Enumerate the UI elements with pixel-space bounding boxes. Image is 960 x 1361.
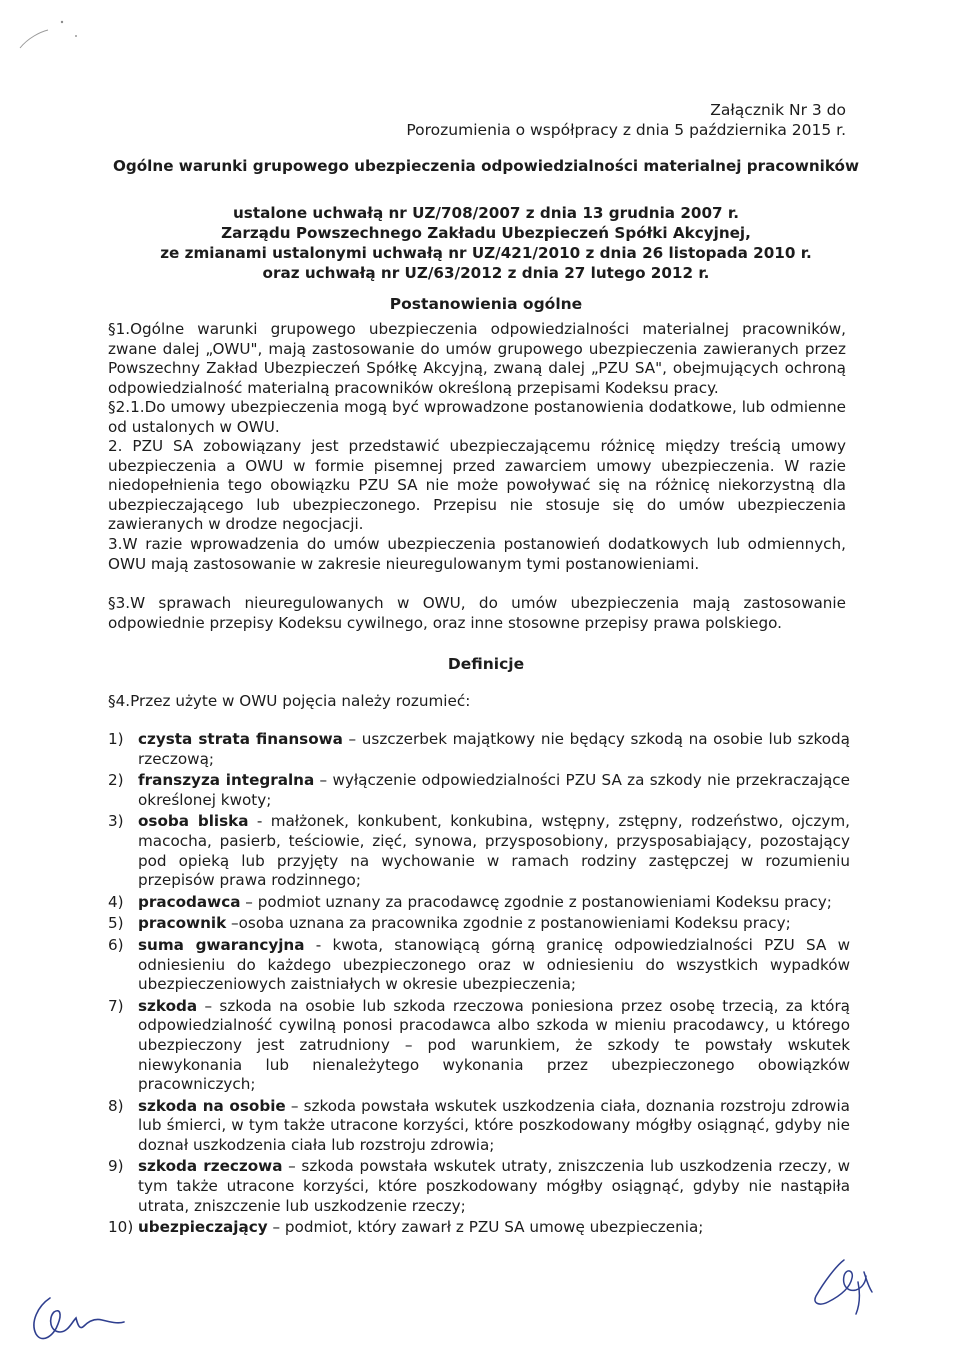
definition-item [108, 914, 850, 934]
paragraph-2-1: §2.1.Do umowy ubezpieczenia mogą być wprowadzone postanowienia dodatkowe, lub odmienne od ustalonych w OWU. [108, 398, 846, 436]
paragraph-2-3: 3.W razie wprowadzenia do umów ubezpieczenia postanowień dodatkowych lub odmiennych, OWU mają zastosowanie w zakresie nieuregulowanym tymi postanowieniami. [108, 535, 846, 573]
definition-term: pracodawca [138, 892, 241, 911]
definitions-intro: §4.Przez użyte w OWU pojęcia należy rozumieć: [108, 692, 471, 710]
definition-term: szkoda [138, 996, 198, 1015]
definition-item [108, 730, 850, 769]
definition-item [108, 936, 850, 995]
definition-number: 10) [108, 1218, 134, 1237]
definition-term: szkoda na osobie [138, 1096, 286, 1115]
definition-number: 7) [108, 996, 124, 1015]
paragraph-1: §1.Ogólne warunki grupowego ubezpieczenia odpowiedzialności materialnej pracowników, zwane dalej „OWU", mają zastosowanie do umów grupowego ubezpieczenia zawieranych przez Powszechny Zakład Ubezpieczeń Spółkę Akcyjną, zwaną dalej „PZU SA", obejmujących ochroną odpowiedzialność materialną pracowników określoną przepisami Kodeksu pracy. [108, 320, 846, 397]
annex-reference: Porozumienia o współpracy z dnia 5 października 2015 r. [406, 121, 846, 139]
definition-text: – podmiot, który zawarł z PZU SA umowę ubezpieczenia; [267, 1218, 704, 1237]
definition-term: szkoda rzeczowa [138, 1157, 283, 1176]
section-heading-definitions: Definicje [447, 655, 525, 673]
definition-text: – uszczerbek majątkowy nie będący szkodą na osobie lub szkodą rzeczową; [138, 730, 850, 768]
title-line-2: ustalone uchwałą nr UZ/708/2007 z dnia 13 grudnia 2007 r. [233, 204, 739, 222]
definition-number: 4) [108, 892, 124, 911]
definition-item [108, 1157, 850, 1216]
definition-term: czysta strata finansowa [138, 730, 343, 748]
paragraph-2-2: 2. PZU SA zobowiązany jest przedstawić ubezpieczającemu różnicę między treścią umowy ubezpieczenia a OWU w formie pisemnej przed zawarciem umowy ubezpieczenia. W razie niedopełnienia tego obowiązku PZU SA nie może powoływać się na różnicę niekorzystną dla ubezpieczającego lub ubezpieczonego. Przepisu nie stosuje się do umów ubezpieczenia zawieranych w drodze negocjacji. [108, 437, 846, 534]
definitions-list [108, 730, 850, 1240]
definition-number: 8) [108, 1096, 124, 1115]
title-line-4: ze zmianami ustalonymi uchwałą nr UZ/421/2010 z dnia 26 listopada 2010 r. [160, 244, 812, 262]
section-heading-general: Postanowienia ogólne [389, 295, 583, 313]
paragraph-3: §3.W sprawach nieuregulowanych w OWU, do umów ubezpieczenia mają zastosowanie odpowiednie przepisy Kodeksu cywilnego, oraz inne stosowne przepisy prawa polskiego. [108, 594, 846, 632]
annex-number: Załącznik Nr 3 do [710, 101, 846, 119]
definition-number: 6) [108, 935, 124, 954]
definition-item [108, 893, 850, 913]
definition-term: osoba bliska [138, 812, 249, 831]
definition-item [108, 997, 850, 1095]
definition-number: 1) [108, 730, 124, 748]
definition-text: –osoba uznana za pracownika zgodnie z postanowieniami Kodeksu pracy; [226, 914, 791, 933]
definition-item [108, 771, 850, 810]
scan-smudge-icon [14, 14, 84, 54]
handwritten-initials-icon [20, 1288, 130, 1348]
title-line-1: Ogólne warunki grupowego ubezpieczenia odpowiedzialności materialnej pracowników [112, 157, 860, 175]
definition-text: – szkoda powstała wskutek utraty, zniszczenia lub uszkodzenia rzeczy, w tym także utracone korzyści, które poszkodowany mógłby osiągnąć, gdyby nie nastąpiła utrata, zniszczenie lub uszkodzenie rzeczy; [138, 1157, 850, 1215]
definition-number: 3) [108, 812, 124, 831]
definition-term: suma gwarancyjna [138, 935, 305, 954]
title-line-5: oraz uchwałą nr UZ/63/2012 z dnia 27 lutego 2012 r. [262, 264, 710, 282]
document-title-block [108, 156, 864, 283]
definition-text: – szkoda powstała wskutek uszkodzenia ciała, doznania rozstroju zdrowia lub śmierci, w tym także utracone korzyści, które poszkodowany mógłby osiągnąć, gdyby nie doznał uszkodzenia ciała lub rozstroju zdrowia; [138, 1096, 850, 1154]
definition-item [108, 812, 850, 890]
definition-item [108, 1097, 850, 1156]
definition-text: - kwota, stanowiącą górną granicę odpowiedzialności PZU SA w odniesieniu do każdego ubezpieczonego oraz w odniesieniu do wszystkich wypadków ubezpieczeniowych zaistniałych w okresie ubezpieczenia; [138, 935, 850, 994]
definition-number: 5) [108, 914, 124, 933]
definition-text: - małżonek, konkubent, konkubina, wstępny, zstępny, rodzeństwo, ojczym, macocha, pasierb, teściowie, zięć, synowa, przysposobiony, przysposabiający, pozostający pod opieką lub przyjęty na wychowanie w ramach rodziny zastępczej w rozumieniu przepisów prawa rodzinnego; [138, 812, 850, 890]
definition-text: – wyłączenie odpowiedzialności PZU SA za szkody nie przekraczające określonej kwoty; [138, 771, 850, 809]
definition-term: franszyza integralna [138, 771, 315, 790]
definition-text: – podmiot uznany za pracodawcę zgodnie z postanowieniami Kodeksu pracy; [240, 892, 832, 911]
definition-number: 9) [108, 1157, 124, 1176]
definition-term: ubezpieczający [138, 1218, 268, 1237]
handwritten-signature-icon [800, 1252, 880, 1322]
title-line-3: Zarządu Powszechnego Zakładu Ubezpieczeń Spółki Akcyjnej, [221, 224, 751, 242]
definition-number: 2) [108, 771, 124, 790]
definition-term: pracownik [138, 914, 227, 933]
definition-text: – szkoda na osobie lub szkoda rzeczowa poniesiona przez osobę trzecią, za którą odpowiedzialność cywilną ponosi pracodawca albo szkoda w mieniu pracodawcy, u którego ubezpieczony jest zatrudniony – pod warunkiem, że szkody te powstały wskutek niewykonania lub nienależytego wykonania przez ubezpieczonego obowiązków pracowniczych; [138, 996, 850, 1094]
definition-item [108, 1218, 850, 1238]
